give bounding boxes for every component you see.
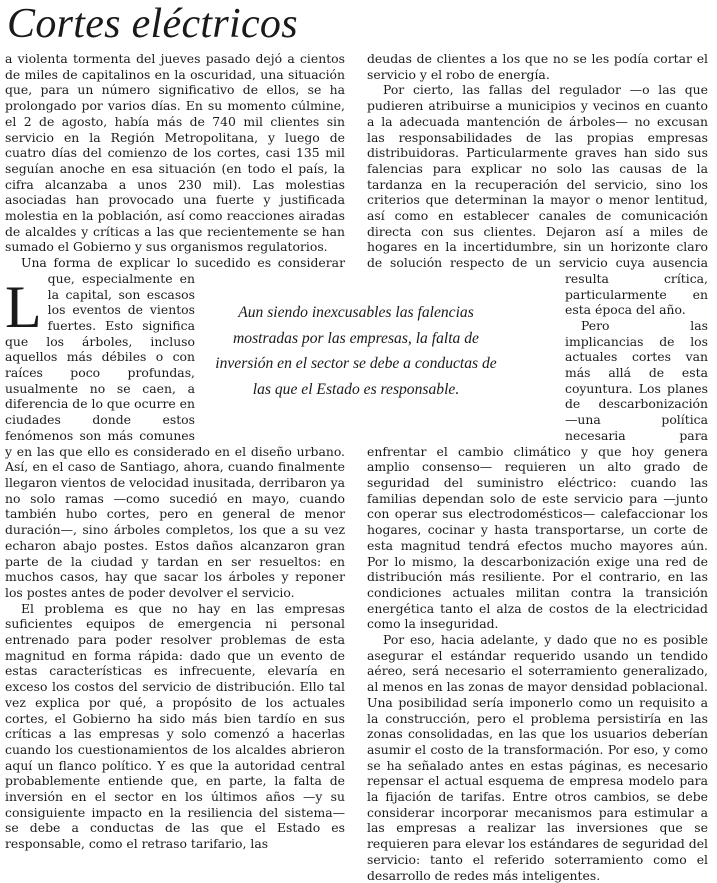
paragraph: Por cierto, las fallas del regulador —o las que pudieren atribuirse a municipios y vecinos en cuanto a la adecuada mantención de árboles— no excusan las responsabilidades de las propias empresas distribuidoras. Particularmente graves han sido sus falencias para explicar no solo las causas de la tardanza en la recuperación del servicio, sino los criterios que determinan la mayor o menor lentitud, así como en establecer canales de comunicación directa con sus clientes. Dejaron así a miles de hogares en la incertidumbre, sin un horizonte claro de solución respecto de un servicio cuya ausencia resulta crítica, particularmente en esta época del año.: [367, 82, 708, 318]
paragraph-text: a violenta tormenta del jueves pasado dejó a cientos de miles de capitalinos en la oscuridad, una situación que, para un número significativo de ellos, se ha prolongado por varios días. En su momento cúlmine, el 2 de agosto, había más de 740 mil clientes sin servicio en la Región Metropolitana, y luego de cuatro días del comienzo de los cortes, casi 135 mil seguían anoche en esa situación (en todo el país, la cifra alcanzaba a unos 230 mil). Las molestias asociadas han provocado una fuerte y justificada molestia en la población, así como reacciones airadas de alcaldes y críticas a las que recientemente se han sumado el Gobierno y sus organismos regulatorios.: [5, 51, 345, 255]
article-title: Cortes eléctricos: [7, 1, 298, 47]
paragraph: Pero las implicancias de los actuales cortes van más allá de esta coyuntura. Los planes de descarbonización —una política necesaria para enfrentar el cambio climático y que hoy genera amplio consenso— requieren un alto grado de seguridad del suministro eléctrico: cuando las familias dependan solo de este servicio para —junto con operar sus electrodomésticos— calefaccionar los hogares, cocinar y hasta transportarse, un corte de esta magnitud tendrá efectos mucho mayores aún. Por lo mismo, la descarbonización exige una red de distribución más resiliente. Por el contrario, en las condiciones actuales militan contra la transición energética tanto el alza de costos de la electricidad como la inseguridad.: [367, 317, 708, 632]
paragraph: Por eso, hacia adelante, y dado que no es posible asegurar el estándar requerido usando un tendido aéreo, será necesario el soterramiento generalizado, al menos en las zonas de mayor densidad poblacional. Una posibilidad sería imponerlo como un requisito a la construcción, pero el problema persistiría en las zonas consolidadas, en las que los usuarios deberían asumir el costo de la transformación. Por eso, y como se ha señalado antes en estas páginas, es necesario repensar el actual esquema de empresa modelo para la fijación de tarifas. Entre otros cambios, se debe considerar incorporar mecanismos para estimular a las empresas a realizar las inversiones que se requieren para elevar los estándares de seguridad del servicio: tanto el referido soterramiento como el desarrollo de redes más inteligentes.: [367, 632, 708, 883]
paragraph: Una forma de explicar lo sucedido es considerar que, especialmente en la capital, son escasos los eventos de vientos fuertes. Esto significa que los árboles, incluso aquellos más débiles o con raíces poco profundas, usualmente no se caen, a diferencia de lo que ocurre en ciudades donde estos fenómenos son más comunes y en las que ello es considerado en el diseño urbano. Así, en el caso de Santiago, ahora, cuando finalmente llegaron vientos de velocidad inusitada, derribaron ya no solo ramas —como sucedió en mayo, cuando también hubo cortes, pero en general de menor duración—, sino árboles completos, los que a su vez echaron abajo postes. Estos daños alcanzaron gran parte de la ciudad y tardan en ser resueltos: en muchos casos, hay que sacar los árboles y reponer los postes antes de poder devolver el servicio.: [5, 255, 345, 600]
drop-cap: L: [5, 274, 42, 340]
left-column: [5, 51, 345, 852]
paragraph: [5, 51, 345, 340]
pull-quote: Aun siendo inexcusables las falencias mostradas por las empresas, la falta de inversión en el sector se debe a conductas de las que el Estado es responsable.: [205, 300, 507, 402]
right-column: [367, 51, 708, 883]
paragraph: El problema es que no hay en las empresas suficientes equipos de emergencia ni personal entrenado para poder resolver problemas de esta magnitud en forma rápida: dado que un evento de estas características es infrecuente, elevaría en exceso los costos del servicio de distribución. Ello tal vez explica por qué, a propósito de los actuales cortes, el Gobierno ha sido más bien tardío en sus críticas a las empresas y solo comenzó a hacerlas cuando los cuestionamientos de los alcaldes abrieron aquí un flanco político. Y es que la autoridad central probablemente entiende que, en parte, la falta de inversión en el sector en los últimos años —y su consiguiente impacto en la resiliencia del sistema— se debe a conductas de las que el Estado es responsable, como el retraso tarifario, las: [5, 600, 345, 852]
paragraph: deudas de clientes a los que no se les podía cortar el servicio y el robo de energía.: [367, 51, 708, 82]
